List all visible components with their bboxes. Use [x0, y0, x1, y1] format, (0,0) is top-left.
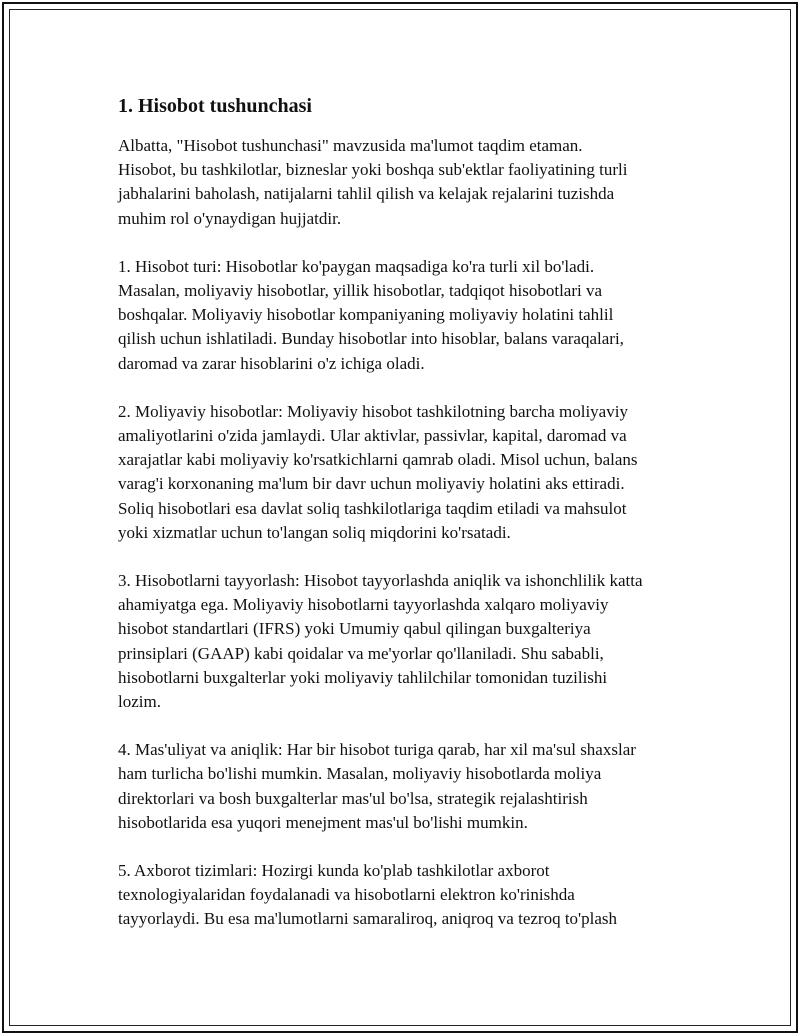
text-line: hisobotlarida esa yuqori menejment mas'ul bo'lishi mumkin.	[118, 812, 528, 832]
text-line: hisobotlarni buxgalterlar yoki moliyaviy tahlilchilar tomonidan tuzilishi	[118, 667, 608, 687]
paragraph-list	[118, 134, 698, 932]
text-line: 3. Hisobotlarni tayyorlash: Hisobot tayyorlashda aniqlik va ishonchlilik katta	[118, 571, 643, 591]
text-line: varag'i korxonaning ma'lum bir davr uchun moliyaviy holatini aks ettiradi.	[118, 474, 625, 494]
text-line: 1. Hisobot turi: Hisobotlar ko'paygan maqsadiga ko'ra turli xil bo'ladi.	[118, 256, 595, 276]
text-line: 5. Axborot tizimlari: Hozirgi kunda ko'plab tashkilotlar axborot	[118, 861, 550, 881]
text-line: qilish uchun ishlatiladi. Bunday hisobotlar into hisoblar, balans varaqalari,	[118, 329, 624, 349]
paragraph	[118, 400, 698, 545]
text-line: tayyorlaydi. Bu esa ma'lumotlarni samaraliroq, aniqroq va tezroq to'plash	[118, 909, 617, 929]
text-line: 4. Mas'uliyat va aniqlik: Har bir hisobot turiga qarab, har xil ma'sul shaxslar	[118, 740, 636, 760]
text-line: boshqalar. Moliyaviy hisobotlar kompaniyaning moliyaviy holatini tahlil	[118, 305, 614, 325]
text-line: ahamiyatga ega. Moliyaviy hisobotlarni tayyorlashda xalqaro moliyaviy	[118, 595, 609, 615]
text-line: texnologiyalaridan foydalanadi va hisobotlarni elektron ko'rinishda	[118, 885, 575, 905]
text-line: daromad va zarar hisoblarini o'z ichiga oladi.	[118, 353, 425, 373]
paragraph	[118, 738, 698, 835]
text-line: yoki xizmatlar uchun to'langan soliq miqdorini ko'rsatadi.	[118, 522, 511, 542]
paragraph	[118, 134, 698, 231]
text-line: Masalan, moliyaviy hisobotlar, yillik hisobotlar, tadqiqot hisobotlari va	[118, 281, 603, 301]
text-line: xarajatlar kabi moliyaviy ko'rsatkichlarni qamrab oladi. Misol uchun, balans	[118, 450, 638, 470]
text-line: Albatta, "Hisobot tushunchasi" mavzusida ma'lumot taqdim etaman.	[118, 136, 583, 155]
text-line: Hisobot, bu tashkilotlar, bizneslar yoki boshqa sub'ektlar faoliyatining turli	[118, 160, 628, 180]
text-line: direktorlari va bosh buxgalterlar mas'ul bo'lsa, strategik rejalashtirish	[118, 788, 588, 808]
text-line: amaliyotlarini o'zida jamlaydi. Ular aktivlar, passivlar, kapital, daromad va	[118, 426, 627, 446]
text-line: jabhalarini baholash, natijalarni tahlil qilish va kelajak rejalarini tuzishda	[118, 184, 615, 204]
paragraph	[118, 859, 698, 932]
text-line: Soliq hisobotlari esa davlat soliq tashkilotlariga taqdim etiladi va mahsulot	[118, 498, 627, 518]
paragraph	[118, 255, 698, 376]
text-line: lozim.	[118, 692, 161, 712]
document-body	[118, 92, 698, 956]
document-title: 1. Hisobot tushunchasi	[118, 95, 312, 117]
text-line: ham turlicha bo'lishi mumkin. Masalan, moliyaviy hisobotlarda moliya	[118, 764, 602, 784]
text-line: 2. Moliyaviy hisobotlar: Moliyaviy hisobot tashkilotning barcha moliyaviy	[118, 401, 628, 421]
text-line: prinsiplari (GAAP) kabi qoidalar va me'yorlar qo'llaniladi. Shu sababli,	[118, 643, 604, 663]
text-line: hisobot standartlari (IFRS) yoki Umumiy qabul qilingan buxgalteriya	[118, 619, 591, 639]
paragraph	[118, 569, 698, 714]
text-line: muhim rol o'ynaydigan hujjatdir.	[118, 208, 342, 228]
